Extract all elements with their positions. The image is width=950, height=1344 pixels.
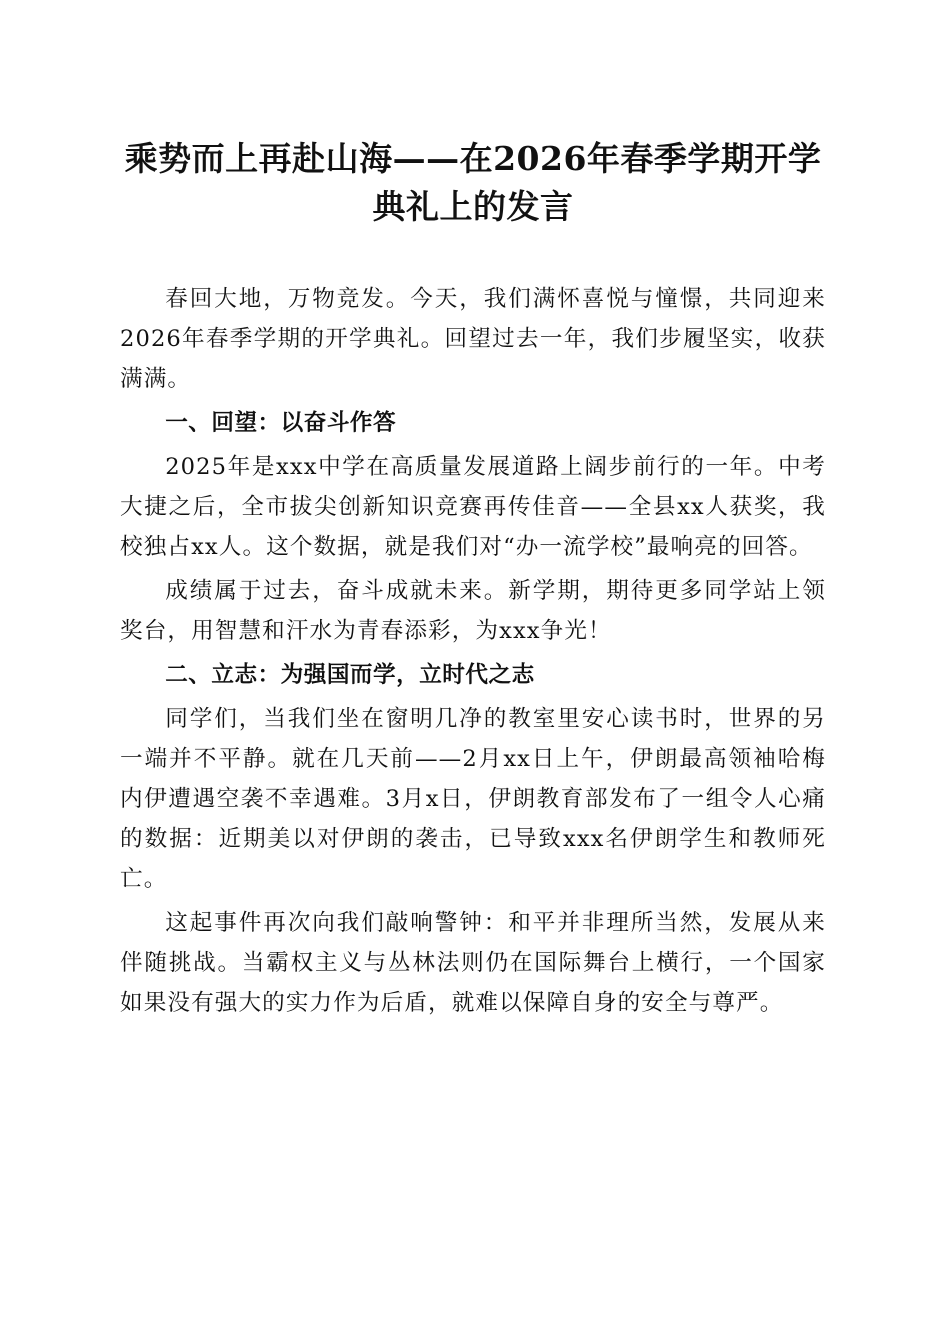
paragraph-intro: 春回大地，万物竞发。今天，我们满怀喜悦与憧憬，共同迎来2026年春季学期的开学典礼。回望过去一年，我们步履坚实，收获满满。	[120, 286, 826, 392]
section-heading-review: 一、回望：以奋斗作答	[165, 410, 397, 436]
paragraph-achievement: 2025年是xxx中学在高质量发展道路上阔步前行的一年。中考大捷之后，全市拔尖创新知识竞赛再传佳音——全县xx人获奖，我校独占xx人。这个数据，就是我们对“办一流学校”最响亮的回答。	[120, 454, 826, 560]
paragraph-future: 成绩属于过去，奋斗成就未来。新学期，期待更多同学站上领奖台，用智慧和汗水为青春添彩，为xxx争光！	[120, 578, 826, 644]
document-page	[120, 135, 826, 1027]
document-title: 乘势而上再赴山海——在2026年春季学期开学典礼上的发言	[124, 139, 822, 226]
paragraph-world-events: 同学们，当我们坐在窗明几净的教室里安心读书时，世界的另一端并不平静。就在几天前——2月xx日上午，伊朗最高领袖哈梅内伊遭遇空袭不幸遇难。3月x日，伊朗教育部发布了一组令人心痛的数据：近期美以对伊朗的袭击，已导致xxx名伊朗学生和教师死亡。	[120, 706, 826, 892]
section-heading-aspiration: 二、立志：为强国而学，立时代之志	[165, 662, 535, 688]
paragraph-warning: 这起事件再次向我们敲响警钟：和平并非理所当然，发展从来伴随挑战。当霸权主义与丛林法则仍在国际舞台上横行，一个国家如果没有强大的实力作为后盾，就难以保障自身的安全与尊严。	[120, 910, 826, 1016]
document-body	[120, 279, 826, 1023]
